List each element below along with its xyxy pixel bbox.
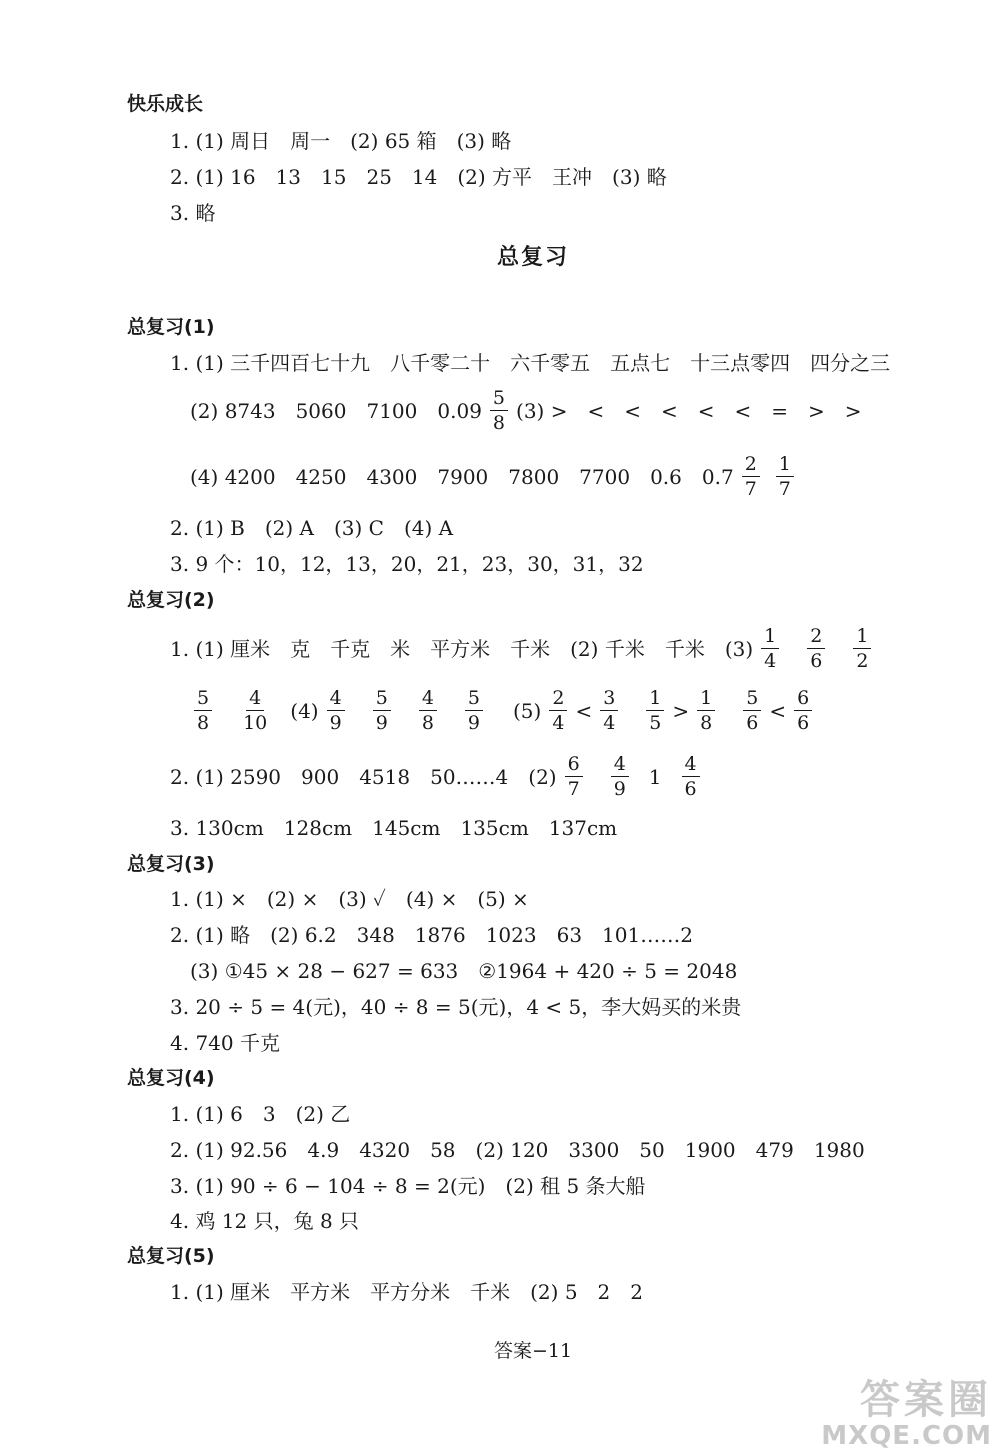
fraction: $\frac{6}{7}$	[565, 752, 583, 801]
answer-line: 3. (1) 90 ÷ 6 − 104 ÷ 8 = 2(元) (2) 租 5 条大船	[170, 1174, 646, 1198]
watermark-text: 答案圈	[860, 1377, 992, 1423]
section-heading-review-5: 总复习(5)	[127, 1245, 215, 1267]
answer-text: (4) 4200 4250 4300 7900 7800 7700 0.6 0.7	[190, 464, 734, 489]
answer-line: 2. (1) B (2) A (3) C (4) A	[170, 516, 454, 540]
fraction: $\frac{4}{10}$	[243, 687, 268, 734]
answer-line	[190, 386, 862, 435]
fraction: $\frac{2}{4}$	[549, 686, 567, 735]
comparison-sign: >	[672, 698, 690, 723]
fraction: $\frac{1}{5}$	[646, 686, 664, 735]
fraction: $\frac{5}{6}$	[743, 686, 761, 735]
section-heading-review-1: 总复习(1)	[127, 316, 215, 338]
answer-text: (5)	[513, 698, 542, 723]
answer-line	[190, 452, 802, 501]
answer-line: 2. (1) 略 (2) 6.2 348 1876 1023 63 101……2	[170, 923, 693, 947]
answer-text: (2) 8743 5060 7100 0.09	[190, 398, 482, 423]
answer-text: (4)	[290, 698, 319, 723]
section-heading-review-4: 总复习(4)	[127, 1067, 215, 1089]
fraction: $\frac{1}{2}$	[853, 624, 871, 673]
fraction: $\frac{5}{9}$	[465, 686, 483, 735]
answer-line: 1. (1) 周日 周一 (2) 65 箱 (3) 略	[170, 129, 512, 153]
fraction: $\frac{1}{7}$	[776, 452, 794, 501]
answer-text: 2. (1) 2590 900 4518 50……4 (2)	[170, 764, 557, 789]
answer-line: 2. (1) 16 13 15 25 14 (2) 方平 王冲 (3) 略	[170, 165, 667, 189]
fraction: $\frac{4}{9}$	[611, 752, 629, 801]
watermark-url: MXQE.COM	[821, 1421, 992, 1451]
section-heading-happy-growth: 快乐成长	[127, 93, 204, 115]
chapter-title: 总复习	[496, 245, 569, 270]
fraction: $\frac{4}{9}$	[327, 686, 345, 735]
fraction: $\frac{4}{8}$	[419, 686, 437, 735]
answer-line: (3) ①45 × 28 − 627 = 633 ②1964 + 420 ÷ 5 = 2048	[190, 959, 738, 983]
fraction: $\frac{4}{6}$	[682, 752, 700, 801]
section-heading-review-2: 总复习(2)	[127, 589, 215, 611]
answer-line: 2. (1) 92.56 4.9 4320 58 (2) 120 3300 50 1900 479 1980	[170, 1138, 865, 1162]
answer-text: 1. (1) 厘米 克 千克 米 平方米 千米 (2) 千米 千米 (3)	[170, 636, 754, 661]
comparison-sign: <	[769, 698, 787, 723]
answer-text: 1	[648, 764, 662, 789]
answer-line: 1. (1) 三千四百七十九 八千零二十 六千零五 五点七 十三点零四 四分之三	[170, 351, 891, 375]
answer-line: 1. (1) 厘米 平方米 平方分米 千米 (2) 5 2 2	[170, 1280, 643, 1304]
answer-line	[170, 752, 708, 801]
answer-line: 3. 略	[170, 201, 216, 225]
fraction: $\frac{1}{4}$	[761, 624, 779, 673]
answer-line	[186, 686, 820, 735]
fraction: $\frac{6}{6}$	[794, 686, 812, 735]
page-number: 答案−11	[493, 1340, 573, 1362]
answer-text: (3) > < < < < < = > >	[516, 398, 862, 423]
fraction: $\frac{1}{8}$	[697, 686, 715, 735]
section-heading-review-3: 总复习(3)	[127, 853, 215, 875]
answer-line	[170, 624, 879, 673]
fraction: $\frac{3}{4}$	[600, 686, 618, 735]
watermark-logo	[821, 1378, 992, 1450]
comparison-sign: <	[575, 698, 593, 723]
answer-line: 3. 130cm 128cm 145cm 135cm 137cm	[170, 816, 618, 840]
fraction: $\frac{5}{8}$	[490, 386, 508, 435]
answer-line: 4. 740 千克	[170, 1031, 280, 1055]
answer-line: 1. (1) × (2) × (3) ✓ (4) × (5) ×	[170, 887, 529, 911]
answer-line: 4. 鸡 12 只，兔 8 只	[170, 1209, 360, 1233]
fraction: $\frac{5}{9}$	[373, 686, 391, 735]
fraction: $\frac{2}{7}$	[742, 452, 760, 501]
answer-line: 3. 20 ÷ 5 = 4(元)，40 ÷ 8 = 5(元)，4 < 5，李大妈买的米贵	[170, 995, 742, 1019]
answer-line: 1. (1) 6 3 (2) 乙	[170, 1102, 351, 1126]
fraction: $\frac{5}{8}$	[194, 686, 212, 735]
answer-line: 3. 9 个：10，12，13，20，21，23，30，31，32	[170, 552, 644, 576]
fraction: $\frac{2}{6}$	[807, 624, 825, 673]
